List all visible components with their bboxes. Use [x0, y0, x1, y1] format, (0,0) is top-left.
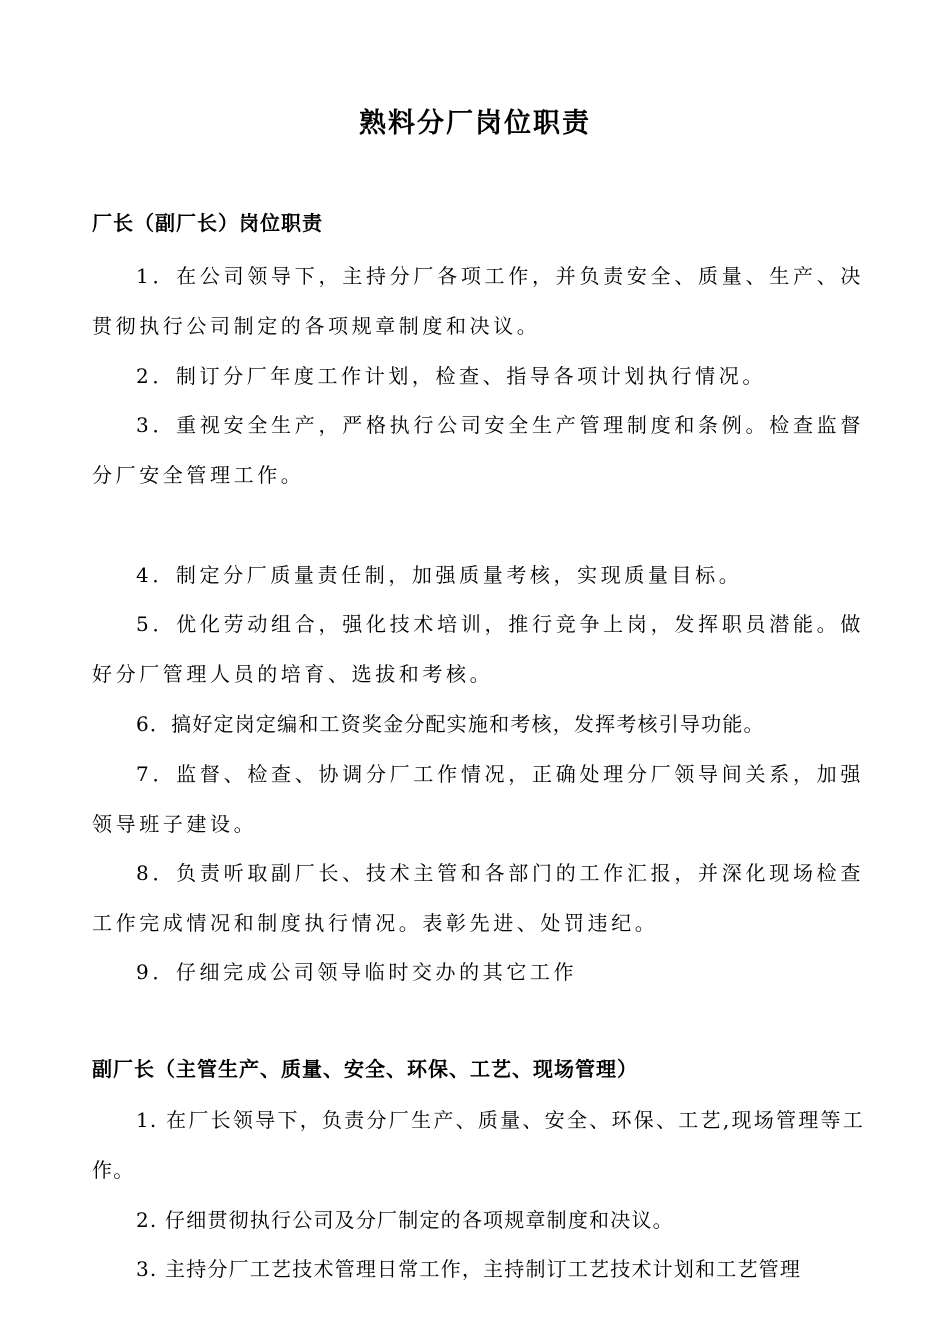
- duty-item-2: 2．制订分厂年度工作计划，检查、指导各项计划执行情况。: [136, 364, 766, 388]
- duty-item-8: 8．负责听取副厂长、技术主管和各部门的工作汇报，并深化现场检查工作完成情况和制度执行情况。表彰先进、处罚违纪。: [92, 861, 864, 935]
- duty-item-6: 6．搞好定岗定编和工资奖金分配实施和考核，发挥考核引导功能。: [136, 712, 765, 736]
- duty-item-4: 4．制定分厂质量责任制，加强质量考核，实现质量目标。: [136, 563, 743, 587]
- deputy-duty-item-1: 1. 在厂长领导下，负责分厂生产、质量、安全、环保、工艺,现场管理等工作。: [92, 1108, 864, 1182]
- duty-item-1: 1．在公司领导下，主持分厂各项工作，并负责安全、质量、生产、决贯彻执行公司制定的各项规章制度和决议。: [92, 264, 864, 338]
- section-heading-deputy-director: 副厂长（主管生产、质量、安全、环保、工艺、现场管理）: [92, 1057, 638, 1081]
- duty-item-9: 9．仔细完成公司领导临时交办的其它工作: [136, 960, 578, 984]
- duty-item-5: 5．优化劳动组合，强化技术培训，推行竞争上岗，发挥职员潜能。做好分厂管理人员的培育、选拔和考核。: [92, 612, 864, 686]
- document-title: 熟料分厂岗位职责: [359, 108, 591, 139]
- deputy-duty-item-3: 3. 主持分厂工艺技术管理日常工作，主持制订工艺技术计划和工艺管理: [136, 1257, 802, 1281]
- section-heading-director: 厂长（副厂长）岗位职责: [92, 211, 323, 235]
- duty-item-3: 3．重视安全生产，严格执行公司安全生产管理制度和条例。检查监督分厂安全管理工作。: [92, 413, 864, 487]
- deputy-duty-item-2: 2. 仔细贯彻执行公司及分厂制定的各项规章制度和决议。: [136, 1208, 674, 1232]
- duty-item-7: 7．监督、检查、协调分厂工作情况，正确处理分厂领导间关系，加强领导班子建设。: [92, 762, 864, 836]
